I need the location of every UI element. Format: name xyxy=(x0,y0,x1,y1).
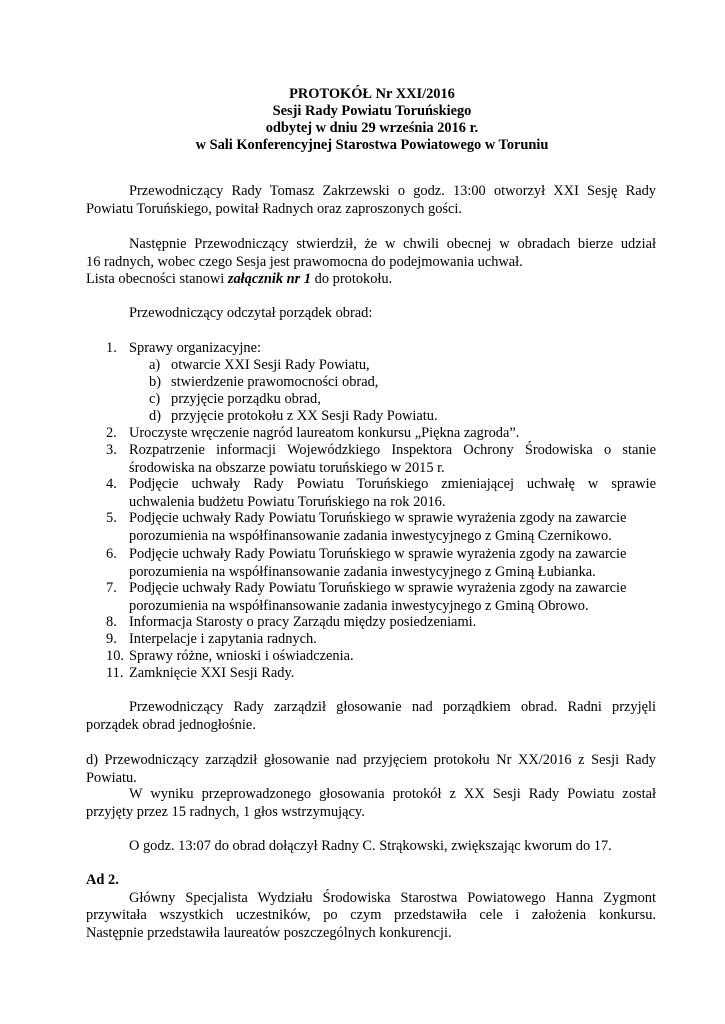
paragraph-line: O godz. 13:07 do obrad dołączył Radny C. Strąkowski, zwiększając kworum do 17. xyxy=(129,838,612,854)
title-line-3: odbytej w dniu 29 września 2016 r. xyxy=(265,120,479,136)
paragraph-agenda-vote xyxy=(86,699,656,734)
agenda-item-text: Zamknięcie XXI Sesji Rady. xyxy=(129,665,295,681)
agenda-item-number: 7. xyxy=(106,580,117,596)
agenda-item-number: 9. xyxy=(106,631,117,647)
paragraph-line: Przewodniczący Rady zarządził głosowanie nad porządkiem obrad. Radni przyjęli xyxy=(129,699,656,715)
agenda-subitem-letter: b) xyxy=(149,374,161,390)
paragraph-line: W wyniku przeprowadzonego głosowania protokół z XX Sesji Rady Powiatu został xyxy=(129,786,656,802)
agenda-item-line: porozumienia na współfinansowanie zadania inwestycyjnego z Gminą Obrowo. xyxy=(129,597,589,614)
paragraph-line: 16 radnych, wobec czego Sesja jest prawomocna do podejmowania uchwał. xyxy=(86,253,523,270)
agenda-subitem-text: przyjęcie protokołu z XX Sesji Rady Powiatu. xyxy=(171,408,438,424)
agenda-item-text: Uroczyste wręczenie nagród laureatom konkursu „Piękna zagroda”. xyxy=(129,425,520,441)
paragraph-line: przywitała wszystkich uczestników, po czym przedstawiła cele i założenia konkursu. xyxy=(86,907,656,923)
paragraph-line: Powiatu Toruńskiego, powitał Radnych oraz zaproszonych gości. xyxy=(86,200,462,217)
paragraph-line: Przewodniczący odczytał porządek obrad: xyxy=(129,305,373,321)
agenda-subitem-letter: c) xyxy=(149,391,161,407)
paragraph-quorum xyxy=(86,236,656,289)
paragraph-agenda-intro xyxy=(86,305,656,323)
paragraph-line: Główny Specjalista Wydziału Środowiska Starostwa Powiatowego Hanna Zygmont xyxy=(129,889,656,906)
paragraph-opening xyxy=(86,183,656,218)
attendance-text: Lista obecności stanowi xyxy=(86,271,228,287)
paragraph-line: Powiatu. xyxy=(86,769,137,786)
agenda-item-number: 1. xyxy=(106,340,117,356)
agenda-item-line: porozumienia na współfinansowanie zadania inwestycyjnego z Gminą Łubianka. xyxy=(129,563,596,580)
agenda-subitem-text: przyjęcie porządku obrad, xyxy=(171,391,321,407)
document-title xyxy=(86,86,658,154)
agenda-item-line: uchwalenia budżetu Powiatu Toruńskiego na rok 2016. xyxy=(129,493,446,510)
agenda-item-line: Podjęcie uchwały Rady Powiatu Toruńskiego w sprawie wyrażenia zgody na zawarcie xyxy=(129,580,627,596)
agenda-subitem-letter: a) xyxy=(149,357,161,373)
paragraph-line: d) Przewodniczący zarządził głosowanie nad przyjęciem protokołu Nr XX/2016 z Sesji Rady xyxy=(86,752,656,768)
agenda-item-text xyxy=(129,442,656,477)
section-ad-2 xyxy=(86,872,656,942)
attendance-text-end: do protokołu. xyxy=(311,271,393,287)
title-line-4: w Sali Konferencyjnej Starostwa Powiatowego w Toruniu xyxy=(195,137,549,153)
attachment-reference: załącznik nr 1 xyxy=(227,271,312,287)
agenda-subitem-letter: d) xyxy=(149,408,161,424)
agenda-item-number: 4. xyxy=(106,476,117,492)
title-line-2: Sesji Rady Powiatu Toruńskiego xyxy=(272,103,472,119)
agenda-item-line: Podjęcie uchwały Rady Powiatu Toruńskiego w sprawie wyrażenia zgody na zawarcie xyxy=(129,546,627,562)
agenda-item-text: Sprawy różne, wnioski i oświadczenia. xyxy=(129,648,354,664)
agenda-item-number: 11. xyxy=(106,665,124,681)
paragraph-protocol-vote xyxy=(86,752,656,787)
agenda-subitem-text: otwarcie XXI Sesji Rady Powiatu, xyxy=(171,357,370,373)
agenda-subitem-text: stwierdzenie prawomocności obrad, xyxy=(171,374,379,390)
paragraph-line: Przewodniczący Rady Tomasz Zakrzewski o godz. 13:00 otworzył XXI Sesję Rady xyxy=(129,183,656,199)
agenda-item-text xyxy=(129,580,656,615)
agenda-item-number: 5. xyxy=(106,510,117,526)
section-heading: Ad 2. xyxy=(86,872,119,888)
agenda-item-text xyxy=(129,476,656,511)
agenda-item-line: porozumienia na współfinansowanie zadania inwestycyjnego z Gminą Czernikowo. xyxy=(129,527,612,544)
agenda-item-number: 2. xyxy=(106,425,117,441)
agenda-item-line: Podjęcie uchwały Rady Powiatu Toruńskiego w sprawie wyrażenia zgody na zawarcie xyxy=(129,510,627,526)
agenda-item-line: Rozpatrzenie informacji Wojewódzkiego Inspektora Ochrony Środowiska o stanie xyxy=(129,442,656,458)
paragraph-line: porządek obrad jednogłośnie. xyxy=(86,716,256,733)
paragraph-line: Następnie Przewodniczący stwierdził, że w chwili obecnej w obradach bierze udział xyxy=(129,236,656,252)
agenda-item-text xyxy=(129,510,656,545)
agenda-item-number: 8. xyxy=(106,614,117,630)
title-line-1: PROTOKÓŁ Nr XXI/2016 xyxy=(289,86,455,102)
agenda-item-line: Podjęcie uchwały Rady Powiatu Toruńskiego zmieniającej uchwałę w sprawie xyxy=(129,476,656,492)
paragraph-line xyxy=(86,271,656,289)
agenda-item-line: środowiska na obszarze powiatu toruńskiego w 2015 r. xyxy=(129,459,445,476)
paragraph-vote-result xyxy=(86,786,656,821)
agenda-item-text xyxy=(129,546,656,581)
agenda-item-number: 10. xyxy=(106,648,124,664)
agenda-item-text: Informacja Starosty o pracy Zarządu między posiedzeniami. xyxy=(129,614,477,630)
paragraph-line: Następnie przedstawiła laureatów poszczególnych konkurencji. xyxy=(86,924,452,941)
paragraph-line: przyjęty przez 15 radnych, 1 głos wstrzymujący. xyxy=(86,803,365,820)
agenda-item-number: 3. xyxy=(106,442,117,458)
agenda-item-text: Sprawy organizacyjne: xyxy=(129,340,262,356)
agenda-item-text: Interpelacje i zapytania radnych. xyxy=(129,631,317,647)
agenda-item-number: 6. xyxy=(106,546,117,562)
paragraph-quorum-update xyxy=(86,838,656,856)
